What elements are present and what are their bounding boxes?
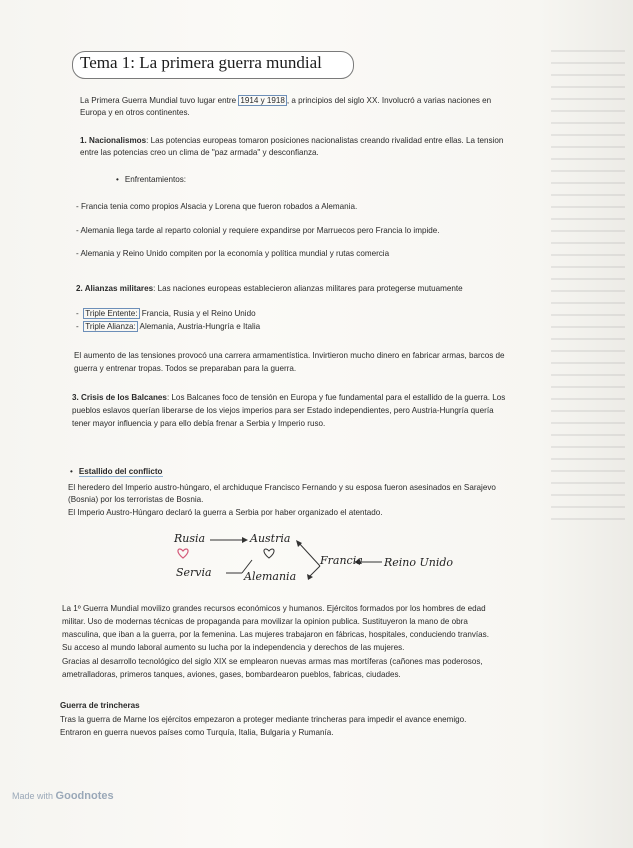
- alianza-members: Francia, Rusia y el Reino Unido: [139, 309, 256, 318]
- diagram-alemania: Alemania: [244, 570, 297, 583]
- enfrentamientos-label: • Enfrentamientos:: [116, 174, 186, 185]
- diagram-rusia: Rusia: [174, 532, 206, 545]
- balcanes-line-2: pueblos eslavos querían liberarse de los viejos imperios para ser Estado independientes, pero Austria-Hungría quería: [72, 406, 494, 415]
- war-alliance-diagram: [170, 528, 470, 588]
- enfrentamiento-item: - Francia tenia como propios Alsacia y Lorena que fueron robados a Alemania.: [76, 202, 358, 211]
- movilizacion-line: Gracias al desarrollo tecnológico del siglo XIX se emplearon nuevas armas mas mortíferas (cañones mas poderosos,: [62, 657, 483, 666]
- movilizacion-line: militar. Uso de modernas técnicas de propaganda para movilizar la opinion publica. Sustituyeron la mano de obra: [62, 617, 468, 626]
- heart-icon: [264, 549, 274, 558]
- estallido-heading: Estallido del conflicto: [78, 467, 163, 476]
- nacionalismos-text: : Las potencias europeas tomaron posiciones nacionalistas creando rivalidad entre ellas. La tension: [146, 136, 504, 145]
- arrow-francia-alemania: [310, 566, 320, 576]
- diagram-reino-unido: Reino Unido: [384, 556, 454, 569]
- movilizacion-line: Su acceso al mundo laboral aumento su lucha por la independencia y derechos de las mujeres.: [62, 643, 405, 652]
- goodnotes-footer: [12, 790, 114, 802]
- alianzas-heading: 2. Alianzas militares: [76, 284, 154, 293]
- diagram-servia: Servia: [176, 566, 212, 579]
- intro-line-2: Europa y en otros continentes.: [80, 108, 190, 117]
- alianzas-text: : Las naciones europeas establecieron alianzas militares para protegerse mutuamente: [153, 284, 463, 293]
- estallido-heading-row: [70, 466, 163, 477]
- intro-line-1: [80, 95, 491, 106]
- balcanes-line-3: tener mayor influencia y para ello debía frenar a Serbia y Imperio ruso.: [72, 419, 326, 428]
- nacionalismos-heading: 1. Nacionalismos: [80, 136, 147, 145]
- movilizacion-line: masculina, que iban a la guerra, por la femenina. Las mujeres trabajaron en fábricas, hospitales, conduciendo tranvías.: [62, 630, 489, 639]
- alianza-label: Triple Entente:: [85, 309, 138, 318]
- movilizacion-line: La 1º Guerra Mundial movilizo grandes recursos económicos y humanos. Ejércitos formados por los hombres de edad: [62, 604, 486, 613]
- trincheras-line-2: Entraron en guerra nuevos países como Turquía, Italia, Bulgaria y Rumanía.: [60, 728, 334, 737]
- armamento-line-1: El aumento de las tensiones provocó una carrera armamentística. Invirtieron mucho dinero en fabricar armas, barcos de: [74, 351, 505, 360]
- trincheras-heading-row: [60, 700, 140, 711]
- movilizacion-line: ametralladoras, primeros tanques, aviones, gases, bombardearon pueblos, fabricas, ciudades.: [62, 670, 401, 679]
- arrow-head: [307, 574, 313, 580]
- balcanes-line-1: [72, 392, 505, 403]
- alianza-members: Alemania, Austria-Hungría e Italia: [137, 322, 261, 331]
- arrow-francia-austria: [298, 542, 320, 566]
- enfrentamiento-item: - Alemania llega tarde al reparto colonial y requiere expandirse por Marruecos pero Francia lo impide.: [76, 226, 440, 235]
- intro-text-a: La Primera Guerra Mundial tuvo lugar entre: [80, 96, 239, 105]
- enfrentamiento-item: - Alemania y Reino Unido compiten por la economía y política mundial y rutas comercia: [76, 249, 390, 258]
- intro-text-b: , a principios del siglo XX. Involucró a varias naciones en: [286, 96, 492, 105]
- heart-icon: [178, 549, 188, 558]
- alianza-label: Triple Alianza:: [85, 322, 136, 331]
- intro-dates: 1914 y 1918: [240, 96, 285, 105]
- alianzas-line-1: [76, 283, 463, 294]
- bleed-through-text: [543, 40, 633, 780]
- trincheras-line-1: Tras la guerra de Marne los ejércitos empezaron a proteger mediante trincheras para impedir el avance enemigo.: [60, 715, 467, 724]
- balcanes-text: : Los Balcanes foco de tensión en Europa y fue fundamental para el estallido de la guerra. Los: [166, 393, 506, 402]
- arrow-head: [242, 537, 248, 543]
- armamento-line-2: guerra y entrenar tropas. Todos se preparaban para la guerra.: [74, 364, 297, 373]
- footer-made-with: Made with: [12, 791, 54, 801]
- nacionalismos-line-1: [80, 135, 503, 146]
- trincheras-heading: Guerra de trincheras: [60, 701, 140, 710]
- diagram-francia: Francia: [320, 554, 363, 567]
- estallido-line-1: El heredero del Imperio austro-húngaro, el archiduque Francisco Fernando y su esposa fueron asesinados en Sarajevo: [68, 483, 496, 492]
- alianza-item: - Triple Alianza: Alemania, Austria-Hungría e Italia: [76, 322, 261, 331]
- estallido-line-2: (Bosnia) por los terroristas de Bosnia.: [68, 495, 204, 504]
- nacionalismos-line-2: entre las potencias creo un clima de "paz armada" y desconfianza.: [80, 148, 319, 157]
- alianza-item: - Triple Entente: Francia, Rusia y el Reino Unido: [76, 309, 256, 318]
- diagram-austria: Austria: [250, 532, 291, 545]
- balcanes-heading: 3. Crisis de los Balcanes: [72, 393, 167, 402]
- estallido-line-3: El Imperio Austro-Húngaro declaró la guerra a Serbia por haber organizado el atentado.: [68, 508, 383, 517]
- page-title: Tema 1: La primera guerra mundial: [80, 53, 322, 72]
- goodnotes-logo: Goodnotes: [55, 790, 114, 802]
